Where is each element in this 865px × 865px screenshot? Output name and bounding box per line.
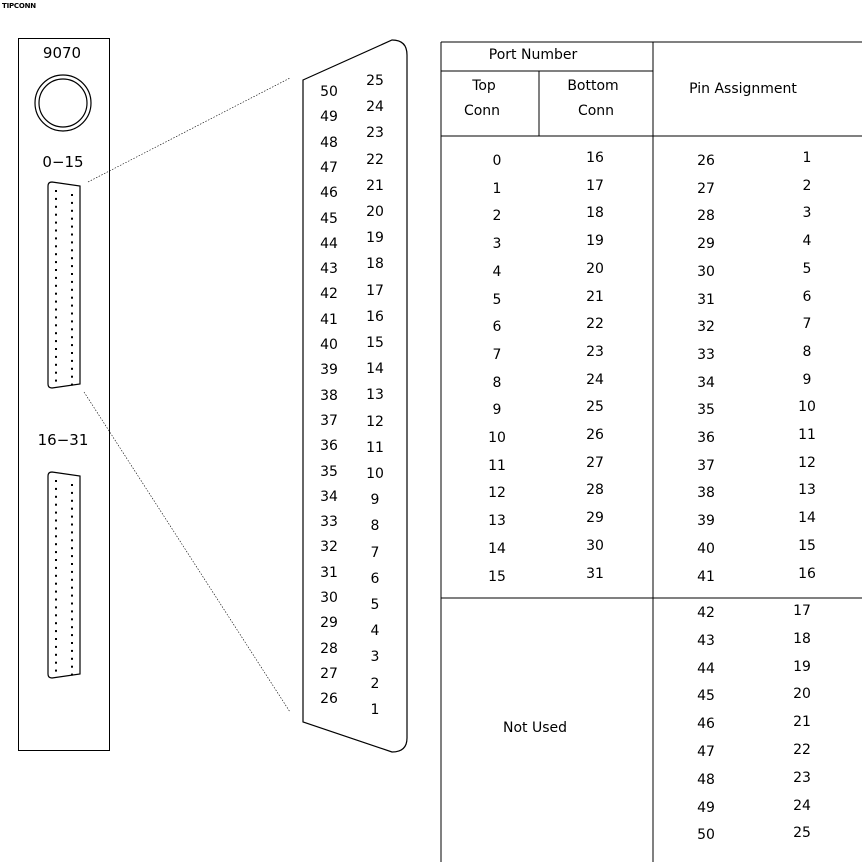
connector-pin-dot — [71, 650, 73, 652]
connector-pin-dot — [55, 638, 57, 640]
unused-pin-a-cell: 43 — [697, 632, 715, 649]
bottom-conn-port-cell: 31 — [586, 565, 604, 582]
pin-b-cell: 15 — [798, 537, 816, 554]
pin-a-cell: 28 — [697, 208, 715, 225]
top-conn-header-line1: Top — [472, 78, 496, 94]
mounting-knob-inner — [39, 79, 87, 127]
connector-pin-dot — [55, 380, 57, 382]
detail-pin-number-right: 17 — [366, 282, 384, 299]
connector-pin-dot — [55, 606, 57, 608]
connector-pin-dot — [55, 293, 57, 295]
connector-pin-dot — [71, 634, 73, 636]
connector-detail-outline — [303, 40, 407, 752]
connector-pin-dot — [55, 527, 57, 529]
connector-pin-dot — [71, 571, 73, 573]
connector-pin-dot — [55, 646, 57, 648]
top-conn-port-cell: 2 — [492, 208, 502, 225]
connector-pin-dot — [71, 610, 73, 612]
connector-pin-dot — [71, 376, 73, 378]
detail-pin-number-left: 43 — [320, 261, 338, 278]
connector-pin-dot — [71, 297, 73, 299]
bottom-connector-label: 16−31 — [37, 431, 89, 449]
connector-pin-dot — [55, 340, 57, 342]
connector-pin-dot — [71, 336, 73, 338]
connector-pin-dot — [71, 194, 73, 196]
top-conn-port-cell: 0 — [492, 153, 502, 169]
detail-pin-number-left: 27 — [320, 665, 338, 682]
pin-b-cell: 5 — [802, 260, 812, 277]
pin-b-cell: 14 — [798, 510, 816, 527]
unused-pin-b-cell: 22 — [793, 742, 811, 758]
detail-pin-number-right: 11 — [366, 439, 384, 456]
connector-pin-dot — [55, 261, 57, 263]
connector-pin-dot — [55, 316, 57, 318]
connector-pin-dot — [71, 320, 73, 322]
detail-pin-number-right: 25 — [366, 73, 384, 89]
connector-pin-dot — [71, 666, 73, 668]
connector-pin-dot — [71, 531, 73, 533]
top-conn-port-cell: 12 — [488, 485, 506, 502]
bottom-conn-port-cell: 16 — [586, 150, 604, 166]
connector-pin-dot — [55, 285, 57, 287]
bottom-conn-header-line1: Bottom — [567, 78, 619, 94]
detail-pin-number-right: 21 — [366, 177, 384, 194]
pin-a-cell: 31 — [697, 291, 715, 308]
connector-pin-dot — [55, 301, 57, 303]
pin-a-cell: 41 — [697, 568, 715, 585]
detail-pin-number-right: 4 — [370, 623, 380, 640]
unused-pin-b-cell: 20 — [793, 686, 811, 703]
connector-pin-dot — [71, 210, 73, 212]
top-conn-port-cell: 10 — [488, 430, 506, 446]
pin-b-cell: 1 — [802, 150, 812, 166]
pin-a-cell: 30 — [697, 263, 715, 280]
bottom-conn-port-cell: 19 — [586, 233, 604, 250]
pin-b-cell: 8 — [802, 343, 812, 360]
unused-pin-a-cell: 45 — [697, 688, 715, 705]
connector-pin-dot — [55, 630, 57, 632]
bottom-conn-port-cell: 23 — [586, 343, 604, 360]
connector-pin-dot — [55, 190, 57, 192]
unused-pin-b-cell: 23 — [793, 769, 811, 786]
connector-pin-dot — [71, 218, 73, 220]
detail-pin-number-right: 24 — [366, 99, 384, 116]
bottom-connector-outline — [48, 472, 80, 678]
detail-pin-number-left: 44 — [320, 235, 338, 252]
detail-pin-number-left: 35 — [320, 463, 338, 480]
connector-pin-dot — [55, 277, 57, 279]
detail-pin-number-left: 42 — [320, 286, 338, 303]
top-conn-port-cell: 11 — [488, 457, 506, 474]
connector-pin-dot — [71, 579, 73, 581]
pin-assignment-header: Pin Assignment — [689, 81, 797, 97]
detail-pin-number-left: 38 — [320, 387, 338, 404]
connector-pin-dot — [71, 603, 73, 605]
connector-pin-dot — [55, 654, 57, 656]
unused-pin-b-cell: 17 — [793, 603, 811, 619]
connector-pin-dot — [55, 206, 57, 208]
connector-pin-dot — [71, 587, 73, 589]
detail-pin-number-right: 3 — [370, 649, 380, 666]
detail-pin-number-left: 40 — [320, 337, 338, 353]
connector-pin-dot — [71, 516, 73, 518]
connector-pin-dot — [71, 273, 73, 275]
pin-a-cell: 26 — [697, 153, 715, 169]
bottom-conn-port-cell: 25 — [586, 399, 604, 416]
connector-pin-dot — [55, 670, 57, 672]
connector-pin-dot — [71, 202, 73, 204]
connector-pin-dot — [71, 524, 73, 526]
detail-pin-number-right: 1 — [370, 701, 380, 718]
connector-pin-dot — [71, 360, 73, 362]
detail-pin-number-right: 7 — [370, 544, 380, 561]
detail-pin-number-right: 22 — [366, 151, 384, 168]
connector-pin-dot — [55, 551, 57, 553]
detail-pin-number-left: 46 — [320, 185, 338, 202]
bottom-conn-port-cell: 27 — [586, 454, 604, 471]
connector-pin-dot — [71, 289, 73, 291]
connector-pin-dot — [55, 222, 57, 224]
pin-a-cell: 37 — [697, 457, 715, 474]
detail-pin-number-right: 15 — [366, 335, 384, 351]
bottom-connector-pins — [55, 480, 73, 676]
unused-pin-a-cell: 42 — [697, 605, 715, 621]
unused-pin-b-cell: 25 — [793, 825, 811, 842]
pin-b-cell: 10 — [798, 399, 816, 416]
connector-pin-dot — [55, 504, 57, 506]
top-conn-port-cell: 7 — [492, 346, 502, 363]
top-conn-port-cell: 1 — [492, 180, 502, 197]
pin-a-cell: 32 — [697, 319, 715, 336]
connector-pin-dot — [71, 241, 73, 243]
pin-b-cell: 7 — [802, 316, 812, 333]
unused-pin-a-cell: 48 — [697, 771, 715, 788]
detail-pin-number-left: 36 — [320, 438, 338, 455]
unused-pin-b-cell: 21 — [793, 714, 811, 731]
top-conn-port-cell: 5 — [492, 291, 502, 308]
unused-pin-a-cell: 47 — [697, 744, 715, 760]
detail-pin-number-left: 29 — [320, 615, 338, 632]
mounting-knob-outer — [35, 75, 91, 131]
detail-pin-number-left: 39 — [320, 362, 338, 379]
connector-pin-dot — [71, 328, 73, 330]
connector-pin-dot — [55, 591, 57, 593]
port-number-header: Port Number — [488, 47, 578, 63]
connector-pin-dot — [55, 332, 57, 334]
connector-pin-dot — [71, 674, 73, 676]
pin-a-cell: 27 — [697, 180, 715, 197]
top-connector-label: 0−15 — [42, 153, 84, 171]
pin-table-grid — [441, 42, 862, 862]
top-conn-port-cell: 9 — [492, 402, 502, 419]
connector-pin-dot — [71, 563, 73, 565]
detail-pin-number-left: 37 — [320, 412, 338, 429]
bottom-conn-port-cell: 22 — [586, 316, 604, 333]
detail-pin-number-right: 9 — [370, 492, 380, 509]
pin-a-cell: 35 — [697, 402, 715, 419]
connector-pin-dot — [55, 230, 57, 232]
pin-b-cell: 12 — [798, 454, 816, 471]
detail-pin-number-right: 6 — [370, 570, 380, 587]
connector-pin-dot — [55, 512, 57, 514]
detail-pin-number-left: 45 — [320, 210, 338, 227]
connector-pin-dot — [55, 520, 57, 522]
detail-pin-number-right: 18 — [366, 256, 384, 273]
connector-pin-dot — [55, 488, 57, 490]
pin-b-cell: 4 — [802, 233, 812, 250]
connector-pin-dot — [55, 622, 57, 624]
unused-pin-a-cell: 44 — [697, 660, 715, 677]
pin-a-cell: 36 — [697, 430, 715, 446]
unused-pin-b-cell: 19 — [793, 658, 811, 675]
pin-a-cell: 39 — [697, 513, 715, 530]
pin-a-cell: 29 — [697, 236, 715, 253]
detail-pin-number-right: 10 — [366, 466, 384, 482]
top-conn-port-cell: 3 — [492, 236, 502, 253]
connector-pin-dot — [55, 253, 57, 255]
bottom-conn-header-line2: Conn — [577, 103, 615, 119]
bottom-conn-port-cell: 17 — [586, 177, 604, 194]
detail-pin-number-right: 16 — [366, 308, 384, 325]
detail-pin-number-right: 20 — [366, 204, 384, 220]
connector-pin-dot — [55, 599, 57, 601]
connector-pin-dot — [71, 368, 73, 370]
connector-pin-dot — [71, 313, 73, 315]
top-conn-port-cell: 8 — [492, 374, 502, 391]
connector-pin-dot — [55, 309, 57, 311]
pin-b-cell: 6 — [802, 288, 812, 305]
connector-pin-dot — [55, 614, 57, 616]
connector-pin-dot — [55, 662, 57, 664]
connector-pin-dot — [55, 543, 57, 545]
bottom-conn-port-cell: 20 — [586, 260, 604, 277]
connector-pin-dot — [55, 372, 57, 374]
pin-b-cell: 11 — [798, 427, 816, 443]
detail-pin-number-left: 49 — [320, 109, 338, 126]
connector-pin-dot — [55, 214, 57, 216]
connector-pin-dot — [55, 559, 57, 561]
unused-pin-a-cell: 46 — [697, 716, 715, 733]
bottom-conn-port-cell: 21 — [586, 288, 604, 305]
bottom-conn-port-cell: 24 — [586, 371, 604, 388]
connector-pin-dot — [71, 539, 73, 541]
detail-pin-number-left: 41 — [320, 311, 338, 328]
connector-pin-dot — [71, 384, 73, 386]
detail-pin-number-left: 47 — [320, 159, 338, 176]
top-connector-pins — [55, 190, 73, 386]
connector-pin-dot — [71, 257, 73, 259]
connector-pin-dot — [71, 626, 73, 628]
connector-pin-dot — [71, 249, 73, 251]
detail-pin-number-left: 48 — [320, 134, 338, 151]
pin-b-cell: 13 — [798, 482, 816, 499]
detail-pin-number-left: 30 — [320, 590, 338, 606]
connector-pin-dot — [55, 496, 57, 498]
not-used-label: Not Used — [502, 720, 568, 736]
detail-pin-number-right: 19 — [366, 230, 384, 247]
connector-pin-dot — [55, 198, 57, 200]
connector-pin-dot — [71, 618, 73, 620]
connector-pin-dot — [71, 508, 73, 510]
pin-a-cell: 33 — [697, 346, 715, 363]
bottom-conn-port-cell: 29 — [586, 510, 604, 527]
connector-pin-dot — [55, 356, 57, 358]
detail-pin-number-left: 26 — [320, 691, 338, 708]
top-conn-port-cell: 13 — [488, 513, 506, 530]
pin-b-cell: 16 — [798, 565, 816, 582]
connector-pin-dot — [71, 484, 73, 486]
connector-pin-dot — [55, 575, 57, 577]
top-connector-outline — [48, 182, 80, 388]
connector-pin-dot — [71, 226, 73, 228]
top-conn-port-cell: 4 — [492, 263, 502, 280]
detail-pin-number-left: 34 — [320, 488, 338, 505]
detail-leader-top — [88, 78, 290, 182]
connector-pin-dot — [55, 348, 57, 350]
bottom-conn-port-cell: 28 — [586, 482, 604, 499]
connector-pin-dot — [71, 352, 73, 354]
detail-pin-number-left: 31 — [320, 564, 338, 581]
pin-b-cell: 2 — [802, 177, 812, 194]
unused-pin-b-cell: 18 — [793, 630, 811, 647]
top-conn-port-cell: 15 — [488, 568, 506, 585]
connector-pin-dot — [55, 480, 57, 482]
connector-pin-dot — [55, 364, 57, 366]
detail-pin-number-left: 50 — [320, 84, 338, 100]
pin-a-cell: 38 — [697, 485, 715, 502]
connector-pin-dot — [71, 234, 73, 236]
pin-a-cell: 34 — [697, 374, 715, 391]
unused-pin-b-cell: 24 — [793, 797, 811, 814]
connector-pin-dot — [71, 265, 73, 267]
card-model-label: 9070 — [42, 44, 82, 62]
connector-pin-dot — [55, 535, 57, 537]
connector-pin-dot — [71, 658, 73, 660]
connector-pin-dot — [71, 547, 73, 549]
unused-pin-a-cell: 50 — [697, 827, 715, 844]
detail-pin-number-right: 8 — [370, 518, 380, 535]
detail-pin-number-right: 5 — [370, 597, 380, 613]
card-faceplate — [19, 39, 110, 751]
connector-pin-dot — [55, 567, 57, 569]
top-conn-port-cell: 6 — [492, 319, 502, 336]
connector-pin-dot — [71, 305, 73, 307]
bottom-conn-port-cell: 18 — [586, 205, 604, 222]
connector-pin-dot — [71, 344, 73, 346]
detail-pin-number-left: 33 — [320, 514, 338, 531]
connector-pin-dot — [71, 555, 73, 557]
connector-pin-dot — [71, 595, 73, 597]
detail-pin-number-right: 14 — [366, 361, 384, 378]
detail-pin-number-left: 32 — [320, 539, 338, 556]
detail-pin-number-right: 23 — [366, 125, 384, 142]
detail-pin-number-right: 12 — [366, 413, 384, 430]
connector-pin-dot — [55, 324, 57, 326]
connector-pin-dot — [71, 500, 73, 502]
pin-b-cell: 3 — [802, 205, 812, 222]
figure-tag: TIPCONN — [2, 2, 36, 10]
unused-pin-a-cell: 49 — [697, 799, 715, 816]
detail-pin-number-left: 28 — [320, 640, 338, 657]
connector-pin-dot — [71, 492, 73, 494]
pin-a-cell: 40 — [697, 540, 715, 557]
connector-pin-dot — [55, 245, 57, 247]
detail-pin-number-right: 2 — [370, 675, 380, 692]
bottom-conn-port-cell: 26 — [586, 427, 604, 443]
pin-b-cell: 9 — [802, 371, 812, 388]
detail-leader-bottom — [84, 392, 290, 712]
connector-pin-dot — [55, 583, 57, 585]
connector-pin-dot — [71, 281, 73, 283]
top-conn-port-cell: 14 — [488, 540, 506, 557]
detail-pin-number-right: 13 — [366, 387, 384, 404]
bottom-conn-port-cell: 30 — [586, 537, 604, 554]
connector-pin-dot — [71, 642, 73, 644]
connector-pin-dot — [55, 269, 57, 271]
top-conn-header-line2: Conn — [463, 103, 501, 119]
connector-pin-dot — [55, 237, 57, 239]
